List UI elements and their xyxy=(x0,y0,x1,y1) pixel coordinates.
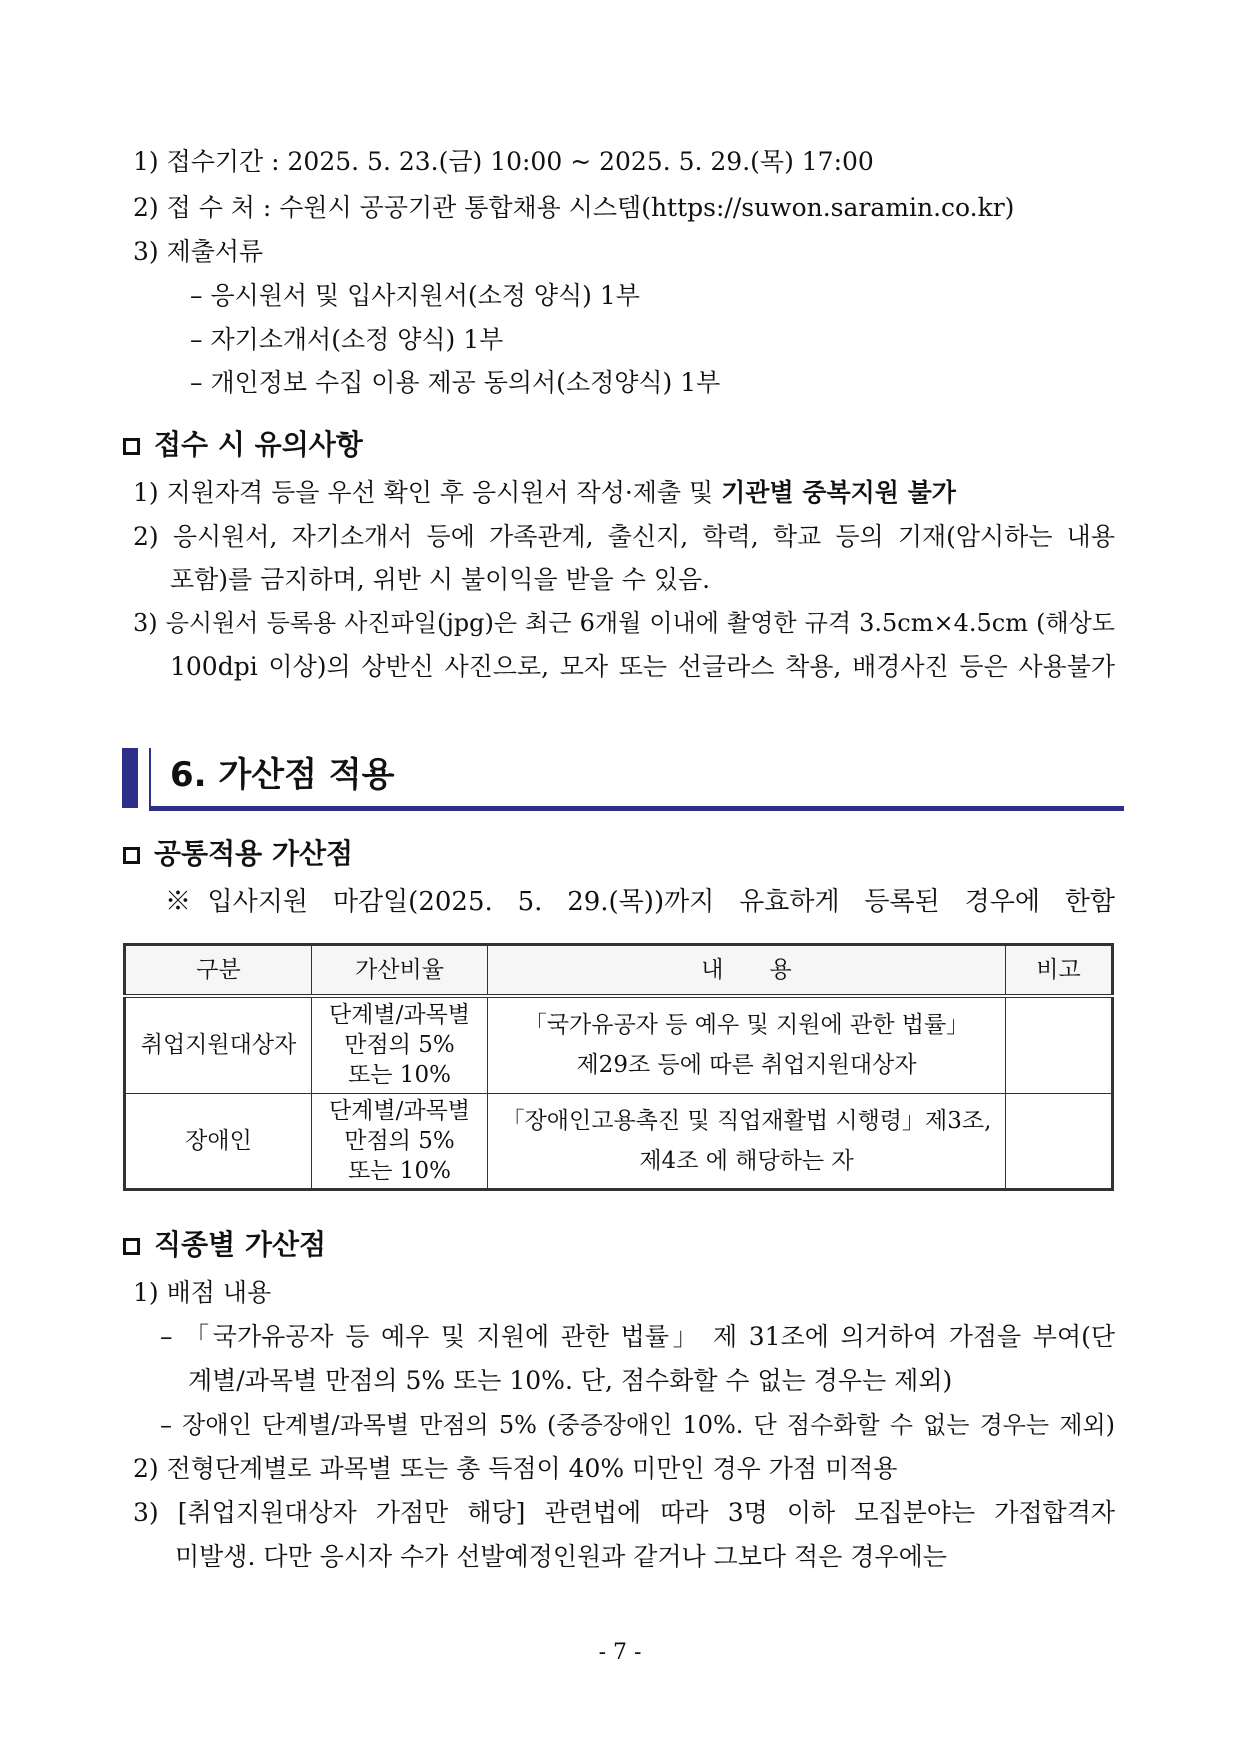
table-header-row xyxy=(125,945,1113,997)
header-note: 비고 xyxy=(1006,945,1113,997)
cautions-heading-text: 접수 시 유의사항 xyxy=(154,428,363,461)
rate-line: 만점의 5% xyxy=(344,1127,455,1154)
content-line: 제4조 에 해당하는 자 xyxy=(639,1147,854,1174)
cell-note xyxy=(1006,996,1113,1093)
rate-line: 단계별/과목별 xyxy=(328,1002,471,1029)
job-bonus-item-2: 2) 전형단계별로 과목별 또는 총 득점이 40% 미만인 경우 가점 미적용 xyxy=(133,1454,898,1483)
job-bonus-heading-text: 직종별 가산점 xyxy=(154,1228,327,1261)
rate-line: 또는 10% xyxy=(348,1062,451,1089)
rate-line: 만점의 5% xyxy=(344,1032,455,1059)
rate-line: 단계별/과목별 xyxy=(328,1097,471,1124)
caution-item-2-line-1: 2) 응시원서, 자기소개서 등에 가족관계, 출신지, 학력, 학교 등의 기재(암시하는 내용 xyxy=(133,522,1115,551)
job-bonus-item-1-sub-2: – 장애인 단계별/과목별 만점의 5% (중증장애인 10%. 단 점수화할 수 없는 경우는 제외) xyxy=(160,1411,1115,1439)
job-bonus-item-3-line-1: 3) [취업지원대상자 가점만 해당] 관련법에 따라 3명 이하 모집분야는 가접합격자 xyxy=(133,1498,1115,1527)
common-bonus-heading xyxy=(123,837,353,871)
page-number: - 7 - xyxy=(598,1640,642,1665)
content-line: 제29조 등에 따른 취업지원대상자 xyxy=(576,1052,917,1079)
document-item: – 응시원서 및 입사지원서(소정 양식) 1부 xyxy=(190,281,640,310)
checkbox-square-icon xyxy=(123,438,140,455)
caution-item-3-line-1: 3) 응시원서 등록용 사진파일(jpg)은 최근 6개월 이내에 촬영한 규격 3.5cm×4.5cm (해상도 xyxy=(133,609,1115,637)
cell-category: 취업지원대상자 xyxy=(125,996,312,1093)
job-bonus-item-1-sub-1-line-1: – 「국가유공자 등 예우 및 지원에 관한 법률」 제 31조에 의거하여 가점을 부여(단 xyxy=(160,1322,1115,1351)
header-content: 내 용 xyxy=(488,945,1006,997)
checkbox-square-icon xyxy=(123,1238,140,1255)
caution-item-3-line-2: 100dpi 이상)의 상반신 사진으로, 모자 또는 선글라스 착용, 배경사진 등은 사용불가 xyxy=(170,652,1115,681)
cell-note xyxy=(1006,1093,1113,1190)
caution-item-1-text: 1) 지원자격 등을 우선 확인 후 응시원서 작성·제출 및 xyxy=(133,478,722,507)
documents-title: 3) 제출서류 xyxy=(133,237,264,266)
section-title: 6. 가산점 적용 xyxy=(170,755,395,795)
cell-rate xyxy=(312,1093,488,1190)
job-bonus-item-1-title: 1) 배점 내용 xyxy=(133,1278,272,1307)
cell-rate xyxy=(312,996,488,1093)
common-bonus-note: ※입사지원 마감일(2025. 5. 29.(목))까지 유효하게 등록된 경우에 한함 xyxy=(165,887,1115,917)
reception-period: 1) 접수기간 : 2025. 5. 23.(금) 10:00 ~ 2025. 5. 29.(목) 17:00 xyxy=(133,147,874,176)
cell-content xyxy=(488,996,1006,1093)
document-item: – 개인정보 수집 이용 제공 동의서(소정양식) 1부 xyxy=(190,368,721,397)
caution-item-2-line-2: 포함)를 금지하며, 위반 시 불이익을 받을 수 있음. xyxy=(170,565,711,594)
content-line: 「장애인고용촉진 및 직업재활법 시행령」제3조, xyxy=(501,1107,992,1134)
content-line: 「국가유공자 등 예우 및 지원에 관한 법률」 xyxy=(523,1012,970,1039)
rate-line: 또는 10% xyxy=(348,1157,451,1184)
common-bonus-heading-text: 공통적용 가산점 xyxy=(154,837,354,870)
table-row xyxy=(125,1093,1113,1190)
table-row xyxy=(125,996,1113,1093)
job-bonus-item-3-line-2: 미발생. 다만 응시자 수가 선발예정인원과 같거나 그보다 적은 경우에는 xyxy=(175,1542,947,1571)
cell-category: 장애인 xyxy=(125,1093,312,1190)
section-accent-bar xyxy=(122,748,138,808)
header-rate: 가산비율 xyxy=(312,945,488,997)
document-item: – 자기소개서(소정 양식) 1부 xyxy=(190,325,504,354)
caution-item-1-bold: 기관별 중복지원 불가 xyxy=(721,478,956,507)
reception-place: 2) 접 수 처 : 수원시 공공기관 통합채용 시스템(https://suwon.saramin.co.kr) xyxy=(133,193,1015,222)
section-divider-vertical xyxy=(149,748,151,810)
job-bonus-item-1-sub-1-line-2: 계별/과목별 만점의 5% 또는 10%. 단, 점수화할 수 없는 경우는 제외) xyxy=(188,1366,953,1395)
cautions-heading xyxy=(123,428,363,462)
section-underline xyxy=(149,806,1124,811)
job-bonus-heading xyxy=(123,1228,326,1262)
header-category: 구분 xyxy=(125,945,312,997)
cell-content xyxy=(488,1093,1006,1190)
caution-item-1 xyxy=(133,476,956,510)
bonus-table xyxy=(123,943,1114,1191)
checkbox-square-icon xyxy=(123,847,140,864)
